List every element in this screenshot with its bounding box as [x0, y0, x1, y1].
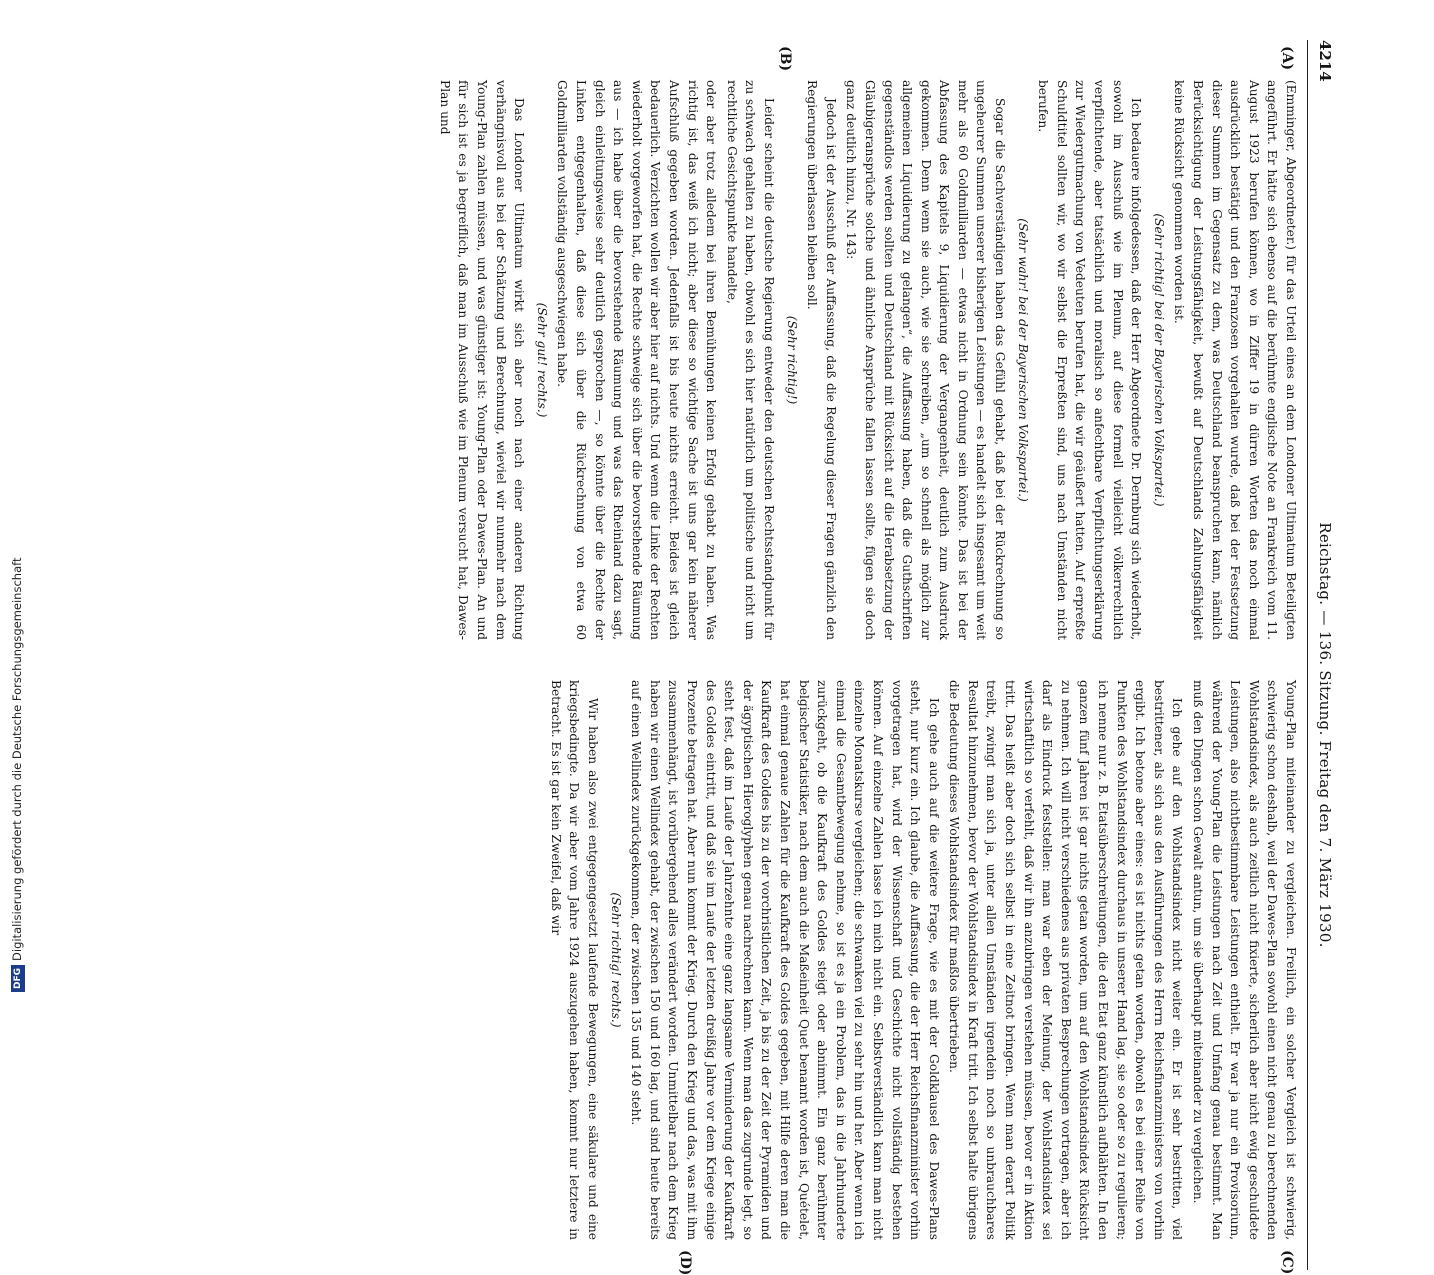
paragraph: oder aber trotz alledem bei ihren Bemühungen keinen Erfolg gehabt zu haben. Was richtig ist, das weiß ich nicht; aber diese so wichtige Sache ist uns gar kein näherer Aufschluß gegeben worden. Jedenfalls ist bis heute nichts erreicht. Beides ist gleich bedauerlich. Verzichten wollen wir aber hier auf nichts. Und wenn die Linke der Rechten wiederholt vorgeworfen hat, die Rechte schweige sich über die bevorstehende Räumung aus — ich habe über die bevorstehende Räumung und was das Rheinland dazu sagt, gleich einleitungsweise sehr deutlich gesprochen —, so könnte über die Rechte der Linken entgegenhalten, daß diese sich über die Rückrechnung von etwa 60 Goldmilliarden vollständig ausgeschwiegen habe.: [555, 80, 719, 640]
paragraph: Das Londoner Ultimatum wirkt sich aber noch nach einer anderen Richtung verhängnisvoll aus bei der Schätzung und Berechnung, wieviel wir nunmehr nach dem Young-Plan zahlen müssen, und was günstiger ist: Young-Plan oder Dawes-Plan. An und für sich ist es ja begreiflich, daß man im Ausschuß wie im Plenum versucht hat, Dawes-Plan und: [437, 80, 527, 640]
interjection: (Sehr richtig! bei der Bayerischen Volkspartei.): [1151, 213, 1166, 507]
paragraph: Leider scheint die deutsche Regierung entweder den deutschen Rechtsstandpunkt für zu schwach gehalten zu haben, obwohl es sich hier natürlich um politische und nicht um rechtliche Gesichtspunkte handelte,: [724, 80, 776, 640]
dfg-logo: DFG: [11, 965, 25, 992]
credit-text: Digitalisierung gefördert durch die Deutsche Forschungsgemeinschaft: [10, 557, 24, 961]
paragraph: Ich gehe auch auf die weitere Frage, wie es mit der Goldklausel des Dawes-Plans steht, nur kurz ein. Ich glaube, die Auffassung, die der Herr Reichsfinanzminister vorhin vorgetragen hat, wird der Wissenschaft und Geschichte nicht vollständig bestehen können. Auf einzelne Zahlen lasse ich mich nicht ein. Selbstverständlich kann man nicht einzelne Monatskurse vergleichen; die schwanken viel zu sehr hin und her. Aber wenn ich einmal die Gesamtbewegung nehme, so ist es ja ein Problem, das in die Jahrhunderte zurückgeht, ob die Kaufkraft des Goldes steigt oder abnimmt. Ein ganz berühmter belgischer Statistiker, nach dem auch die Maßeinheit Quet benannt worden ist, Quételet, hat einmal genaue Zahlen für die Kaufkraft des Goldes gegeben, mit Hilfe deren man die Kaufkraft des Goldes bis zu der vorchristlichen Zeit, ja bis zu der Zeit der Pyramiden und der ägyptischen Hieroglyphen genau nachrechnen kann. Wenn man das zugrunde legt, so steht fest, daß im Laufe der Jahrzehnte eine ganz langsame Verminderung der Kaufkraft des Goldes eintritt, und daß sie im Laufe der letzten dreißig Jahre vor dem Kriege einige Prozente betragen hat. Aber nun kommt der Krieg. Durch den Krieg und das, was mit ihm zusammenhängt, ist vorübergehend alles verändert worden. Unmittelbar nach dem Krieg haben wir einen Wellindex gehabt, der zwischen 150 und 160 lag, und sind heute bereits auf einen Wellindex zurückgekommen, der zwischen 135 und 140 steht.: [629, 680, 941, 1240]
margin-letter-a: (A): [1279, 46, 1295, 71]
margin-letter-d: (D): [677, 1250, 693, 1275]
running-head: [1307, 40, 1334, 1270]
header-title: Reichstag. — 136. Sitzung. Freitag den 7. März 1930.: [1316, 522, 1334, 948]
quotation: Jedoch ist der Ausschuß der Auffassung, daß die Regelung dieser Fragen gänzlich den Regierungen überlassen bleiben soll.: [805, 80, 838, 640]
interjection: (Sehr wahr! bei der Bayerischen Volkspartei.): [1015, 218, 1030, 502]
paragraph: Sogar die Sachverständigen haben das Gefühl gehabt, daß bei der Rückrechnung so ungeheurer Summen unserer bisherigen Leistungen — es handelt sich insgesamt um weit mehr als 60 Goldmilliarden — etwas nicht in Ordnung sein könnte. Das ist bei der Abfassung des Kapitels 9, Liquidierung der Vergangenheit, deutlich zum Ausdruck gekommen. Denn wenn sie auch, wie sie schreiben, „um so schnell als möglich zur allgemeinen Liquidierung zu gelangen“, die Auffassung haben, daß die Guthschriften gegenständlos werden sollten und Deutschland mit Rücksicht auf die Herabsetzung der Gläubigeransprüche solche und ähnliche Ansprüche fallen lassen sollte, fügen sie doch ganz deutlich hinzu, Nr. 143:: [844, 80, 1008, 640]
left-column: [433, 80, 1300, 640]
margin-letter-c: (C): [1279, 1250, 1295, 1275]
page-number: 4214: [1316, 40, 1334, 82]
paragraph: (Emminger, Abgeordneter.) für das Urteil eines an dem Londoner Ultimatum Beteiligten angeführt. Er hätte sich ebenso auf die berühmte englische Note an Frankreich vom 11. August 1923 berufen können, wo in Ziffer 19 in dürren Worten das noch einmal ausdrücklich bestätigt und den Franzosen vorgehalten wurde, daß bei der Festsetzung dieser Summen im Gegensatz zu dem, was Deutschland beanspruchen kann, nämlich Berücksichtigung der Leistungsfähigkeit, bewußt auf Deutschlands Zahlungsfähigkeit keine Rücksicht genommen worden ist.: [1172, 80, 1298, 640]
margin-letter-b: (B): [777, 46, 793, 72]
rotated-document-page: [104, 40, 1334, 1275]
paragraph: Wir haben also zwei entgegengesetzt laufende Bewegungen, eine säkulare und eine kriegsbedingte. Da wir aber vom Jahre 1924 auszugehen haben, kommt nur letztere in Betracht. Es ist gar kein Zweifel, daß wir: [548, 680, 601, 1240]
interjection: (Sehr richtig!): [784, 315, 799, 405]
paragraph: Young-Plan miteinander zu vergleichen. Freilich, ein solcher Vergleich ist schwierig, schwierig schon deshalb, weil der Dawes-Plan sowohl einen nicht genau zu berechnenden Wohlstandsindex, als auch zeitlich nicht fixierte, sicherlich aber nicht ewig geschuldete Leistungen, also nichtbestimmbare Leistungen enthielt. Er war ja nur ein Provisorium, während der Young-Plan die Leistungen nach Zeit und Umfang genau bestimmt. Man muß den Dingen schon Gewalt antun, um sie überhaupt miteinander zu vergleichen.: [1191, 680, 1298, 1240]
interjection: (Sehr richtig! rechts.): [608, 892, 623, 1028]
paragraph: Ich gehe auf den Wohlstandsindex nicht weiter ein. Er ist sehr bestritten, viel bestrittener, als sich aus den Ausführungen des Herrn Reichsfinanzministers von vorhin ergibt. Ich betone aber eines: es ist nichts getan worden, obwohl es bei einer Reihe von Punkten des Wohlstandsindex durchaus in unserer Hand lag, sie so oder so zu regulieren; ich nenne nur z. B. Etatsüberschreitungen, die den Etat ganz künstlich aufblähten. In den ganzen fünf Jahren ist gar nichts getan worden, um auf den Wohlstandsindex Rücksicht zu nehmen. Ich will nicht verschiedenes aus privaten Besprechungen vortragen, aber ich darf als Eindruck feststellen: man war eben der Meinung, der Wohlstandsindex sei wirtschaftlich so verfehlt, daß wir ihn anzubringen verstehen müssen, bevor er in Aktion tritt. Das heißt aber doch sich selbst in eine Zeitnot bringen. Wenn man derart Politik treibt, zwingt man sich ja, unter allen Umständen irgendein noch so unbrauchbares Resultat hinzunehmen, bevor der Wohlstandsindex in Kraft tritt. Ich selbst halte übrigens die Bedeutung dieses Wohlstandsindex für maßlos übertrieben.: [947, 680, 1185, 1240]
interjection: (Sehr gut! rechts.): [534, 302, 549, 418]
digitization-credit: [6, 0, 28, 992]
right-column: [544, 680, 1300, 1240]
paragraph: Ich bedauere infolgedessen, daß der Herr Abgeordnete Dr. Dernburg sich wiederholt, sowohl im Ausschuß wie im Plenum, auf diese formell vielleicht völkerrechtlich verpflichtende, aber tatsächlich und moralisch so anfechtbare Verpflichtungserklärung zur Wiedergutmachung von Vedeuten berufen hat, die wir geäußert hatten. Auf erpreßte Schuldtitel sollten wir, wo wir selbst die Erpreßten sind, uns nach Umständen nicht berufen.: [1036, 80, 1144, 640]
